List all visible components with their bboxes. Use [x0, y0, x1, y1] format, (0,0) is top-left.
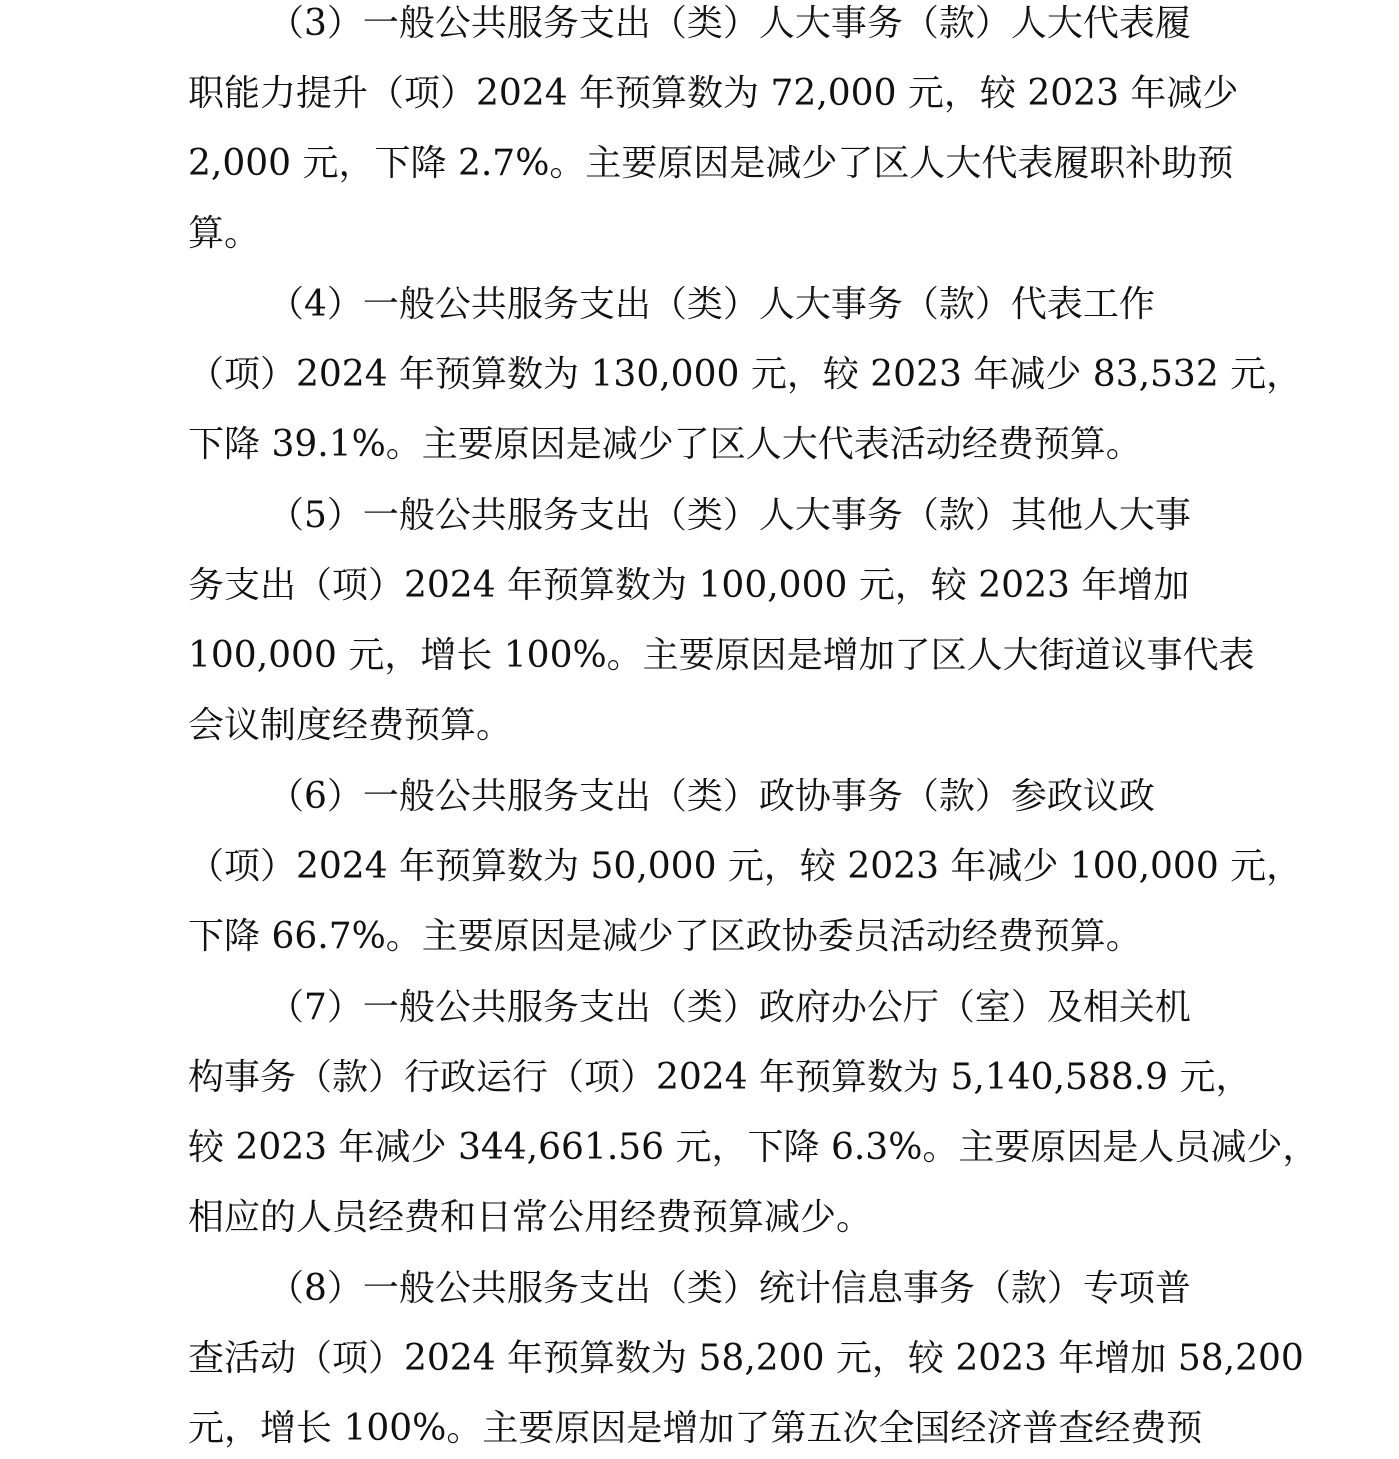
paragraph-3-line-2: 职能力提升（项）2024 年预算数为 72,000 元，较 2023 年减少	[188, 73, 1239, 114]
paragraph-3-line-4: 算。	[188, 213, 261, 254]
paragraph-7-line-4: 相应的人员经费和日常公用经费预算减少。	[188, 1197, 873, 1238]
paragraph-5-line-1: （5）一般公共服务支出（类）人大事务（款）其他人大事	[268, 495, 1191, 536]
paragraph-5-line-3: 100,000 元，增长 100%。主要原因是增加了区人大街道议事代表	[188, 635, 1255, 676]
paragraph-6-line-3: 下降 66.7%。主要原因是减少了区政协委员活动经费预算。	[188, 916, 1142, 957]
paragraph-7-line-1: （7）一般公共服务支出（类）政府办公厅（室）及相关机	[268, 987, 1191, 1028]
paragraph-4-line-2: （项）2024 年预算数为 130,000 元，较 2023 年减少 83,532 元，	[188, 354, 1303, 395]
paragraph-8-line-2: 查活动（项）2024 年预算数为 58,200 元，较 2023 年增加 58,200	[188, 1338, 1304, 1379]
paragraph-4-line-3: 下降 39.1%。主要原因是减少了区人大代表活动经费预算。	[188, 424, 1142, 465]
paragraph-3-line-3: 2,000 元，下降 2.7%。主要原因是减少了区人大代表履职补助预	[188, 143, 1234, 184]
paragraph-8-line-3: 元，增长 100%。主要原因是增加了第五次全国经济普查经费预	[188, 1408, 1203, 1449]
paragraph-4-line-1: （4）一般公共服务支出（类）人大事务（款）代表工作	[268, 284, 1155, 325]
paragraph-7-line-2: 构事务（款）行政运行（项）2024 年预算数为 5,140,588.9 元，	[188, 1057, 1252, 1098]
paragraph-6-line-1: （6）一般公共服务支出（类）政协事务（款）参政议政	[268, 776, 1155, 817]
paragraph-8-line-1: （8）一般公共服务支出（类）统计信息事务（款）专项普	[268, 1268, 1191, 1309]
paragraph-3-line-1: （3）一般公共服务支出（类）人大事务（款）人大代表履	[268, 3, 1191, 44]
paragraph-5-line-2: 务支出（项）2024 年预算数为 100,000 元，较 2023 年增加	[188, 565, 1190, 606]
paragraph-7-line-3: 较 2023 年减少 344,661.56 元，下降 6.3%。主要原因是人员减少，	[188, 1127, 1319, 1168]
paragraph-6-line-2: （项）2024 年预算数为 50,000 元，较 2023 年减少 100,000 元，	[188, 846, 1303, 887]
paragraph-5-line-4: 会议制度经费预算。	[188, 705, 513, 746]
